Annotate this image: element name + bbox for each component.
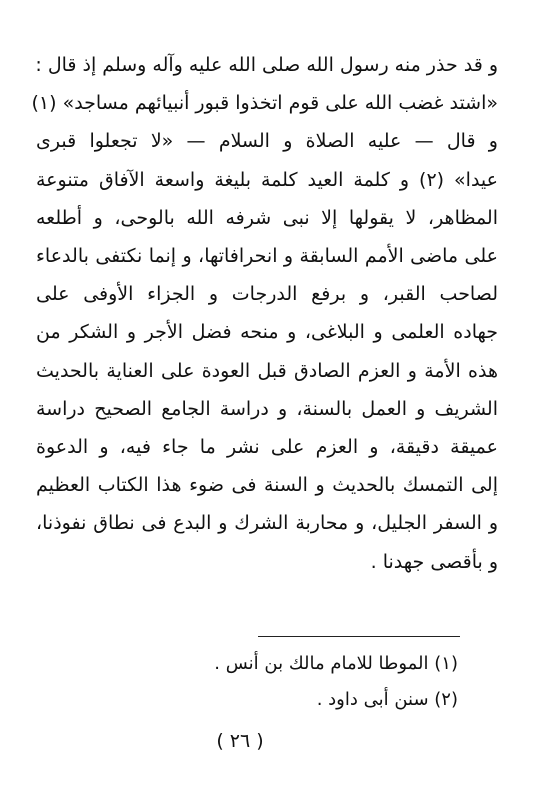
text-line: الشريف و العمل بالسنة، و دراسة الجامع الصحيح دراسة xyxy=(36,397,498,420)
footnotes-block xyxy=(180,646,458,718)
text-line: و قال — عليه الصلاة و السلام — «لا تجعلوا قبرى xyxy=(36,130,498,153)
text-line: المظاهر، لا يقولها إلا نبى شرفه الله بالوحى، و أطلعه xyxy=(36,206,498,229)
text-line: إلى التمسك بالحديث و السنة فى ضوء هذا الكتاب العظيم xyxy=(36,474,498,497)
text-line: هذه الأمة و العزم الصادق قبل العودة على العناية بالحديث xyxy=(36,359,498,382)
text-line: على ماضى الأمم السابقة و انحرافاتها، و إنما نكتفى بالدعاء xyxy=(36,245,498,268)
footnote-2: (٢) سنن أبى داود . xyxy=(316,689,458,710)
text-line: «اشتد غضب الله على قوم اتخذوا قبور أنبيائهم مساجد» (١) xyxy=(31,92,498,115)
text-line: و قد حذر منه رسول الله صلى الله عليه وآله وسلم إذ قال : xyxy=(35,54,498,76)
text-line: عميقة دقيقة، و العزم على نشر ما جاء فيه، و الدعوة xyxy=(36,436,498,459)
main-text-block xyxy=(31,46,498,581)
text-line: عيدا» (٢) و كلمة العيد كلمة بليغة واسعة الآفاق متنوعة xyxy=(36,168,498,191)
text-line: و السفر الجليل، و محاربة الشرك و البدع فى نطاق نفوذنا، xyxy=(36,512,498,535)
page-number: ( ٢٦ ) xyxy=(216,730,264,752)
text-line: لصاحب القبر، و برفع الدرجات و الجزاء الأوفى على xyxy=(36,283,498,306)
footnote-divider xyxy=(258,636,460,637)
text-line: جهاده العلمى و البلاغى، و منحه فضل الأجر و الشكر من xyxy=(36,321,498,344)
text-line-last: و بأقصى جهدنا . xyxy=(370,550,498,573)
footnote-1: (١) الموطا للامام مالك بن أنس . xyxy=(214,653,458,674)
